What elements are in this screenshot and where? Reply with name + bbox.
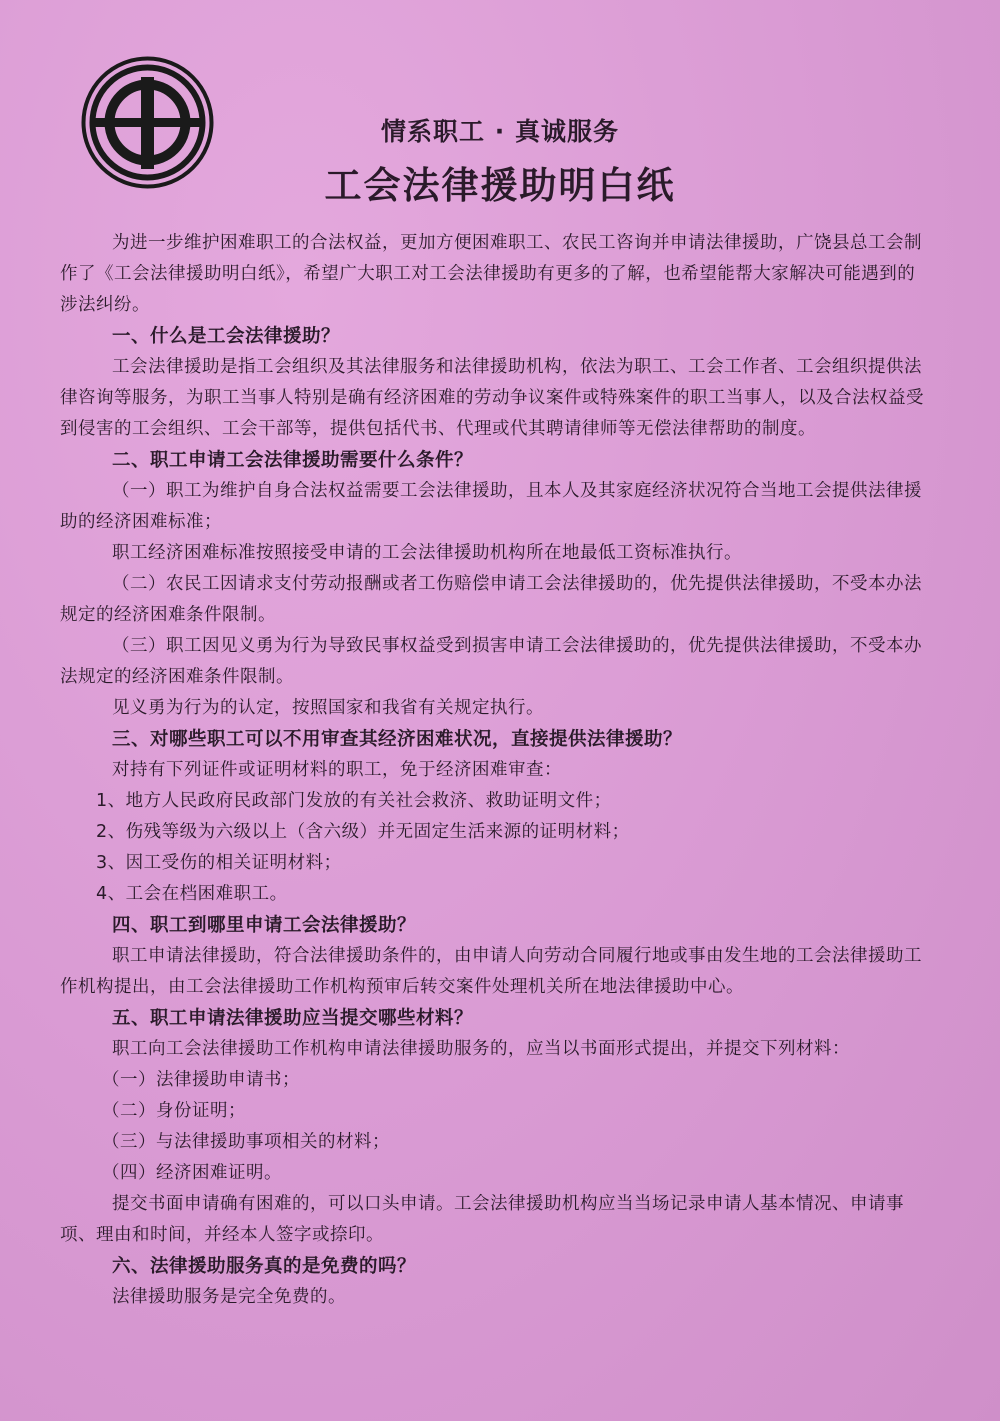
page-title: 工会法律援助明白纸 [324, 164, 676, 207]
list-item: （二）身份证明； [102, 1101, 246, 1121]
union-emblem-icon [80, 55, 215, 190]
section-heading-2: 二、职工申请工会法律援助需要什么条件？ [112, 450, 474, 471]
paragraph: 工会法律援助是指工会组织及其法律服务和法律援助机构，依法为职工、工会工作者、工会组织提供法律咨询等服务，为职工当事人特别是确有经济困难的劳动争议案件或特殊案件的职工当事人，以及合法权益受到侵害的工会组织、工会干部等，提供包括代书、代理或代其聘请律师等无偿法律帮助的制度。 [60, 357, 924, 439]
list-item: 2、伤残等级为六级以上（含六级）并无固定生活来源的证明材料； [96, 822, 630, 842]
document-body [60, 228, 932, 1313]
paragraph: （一）职工为维护自身合法权益需要工会法律援助，且本人及其家庭经济状况符合当地工会提供法律援助的经济困难标准； [60, 481, 922, 532]
intro-paragraph: 为进一步维护困难职工的合法权益，更加方便困难职工、农民工咨询并申请法律援助，广饶县总工会制作了《工会法律援助明白纸》，希望广大职工对工会法律援助有更多的了解，也希望能帮大家解决可能遇到的涉法纠纷。 [60, 233, 922, 315]
paragraph: 对持有下列证件或证明材料的职工，免于经济困难审查： [112, 760, 562, 780]
paragraph: 法律援助服务是完全免费的。 [112, 1287, 346, 1307]
paragraph: 职工经济困难标准按照接受申请的工会法律援助机构所在地最低工资标准执行。 [112, 543, 742, 563]
section-heading-1: 一、什么是工会法律援助？ [112, 326, 341, 347]
paragraph: 职工向工会法律援助工作机构申请法律援助服务的，应当以书面形式提出，并提交下列材料： [112, 1039, 850, 1059]
list-item: （一）法律援助申请书； [102, 1070, 300, 1090]
section-heading-3: 三、对哪些职工可以不用审查其经济困难状况，直接提供法律援助？ [112, 729, 683, 750]
list-item: 4、工会在档困难职工。 [96, 884, 288, 904]
list-item: （四）经济困难证明。 [102, 1163, 282, 1183]
slogan: 情系职工 · 真诚服务 [381, 117, 619, 146]
section-heading-6: 六、法律援助服务真的是免费的吗？ [112, 1256, 417, 1277]
list-item: 3、因工受伤的相关证明材料； [96, 853, 342, 873]
paragraph: （三）职工因见义勇为行为导致民事权益受到损害申请工会法律援助的，优先提供法律援助，不受本办法规定的经济困难条件限制。 [60, 636, 922, 687]
paragraph: 职工申请法律援助，符合法律援助条件的，由申请人向劳动合同履行地或事由发生地的工会法律援助工作机构提出，由工会法律援助工作机构预审后转交案件处理机关所在地法律援助中心。 [60, 946, 922, 997]
section-heading-5: 五、职工申请法律援助应当提交哪些材料？ [112, 1008, 474, 1029]
paragraph: 见义勇为行为的认定，按照国家和我省有关规定执行。 [112, 698, 544, 718]
list-item: 1、地方人民政府民政部门发放的有关社会救济、救助证明文件； [96, 791, 612, 811]
paragraph: （二）农民工因请求支付劳动报酬或者工伤赔偿申请工会法律援助的，优先提供法律援助，不受本办法规定的经济困难条件限制。 [60, 574, 922, 625]
section-heading-4: 四、职工到哪里申请工会法律援助？ [112, 915, 417, 936]
paragraph: 提交书面申请确有困难的，可以口头申请。工会法律援助机构应当当场记录申请人基本情况、申请事项、理由和时间，并经本人签字或捺印。 [60, 1194, 904, 1245]
list-item: （三）与法律援助事项相关的材料； [102, 1132, 390, 1152]
